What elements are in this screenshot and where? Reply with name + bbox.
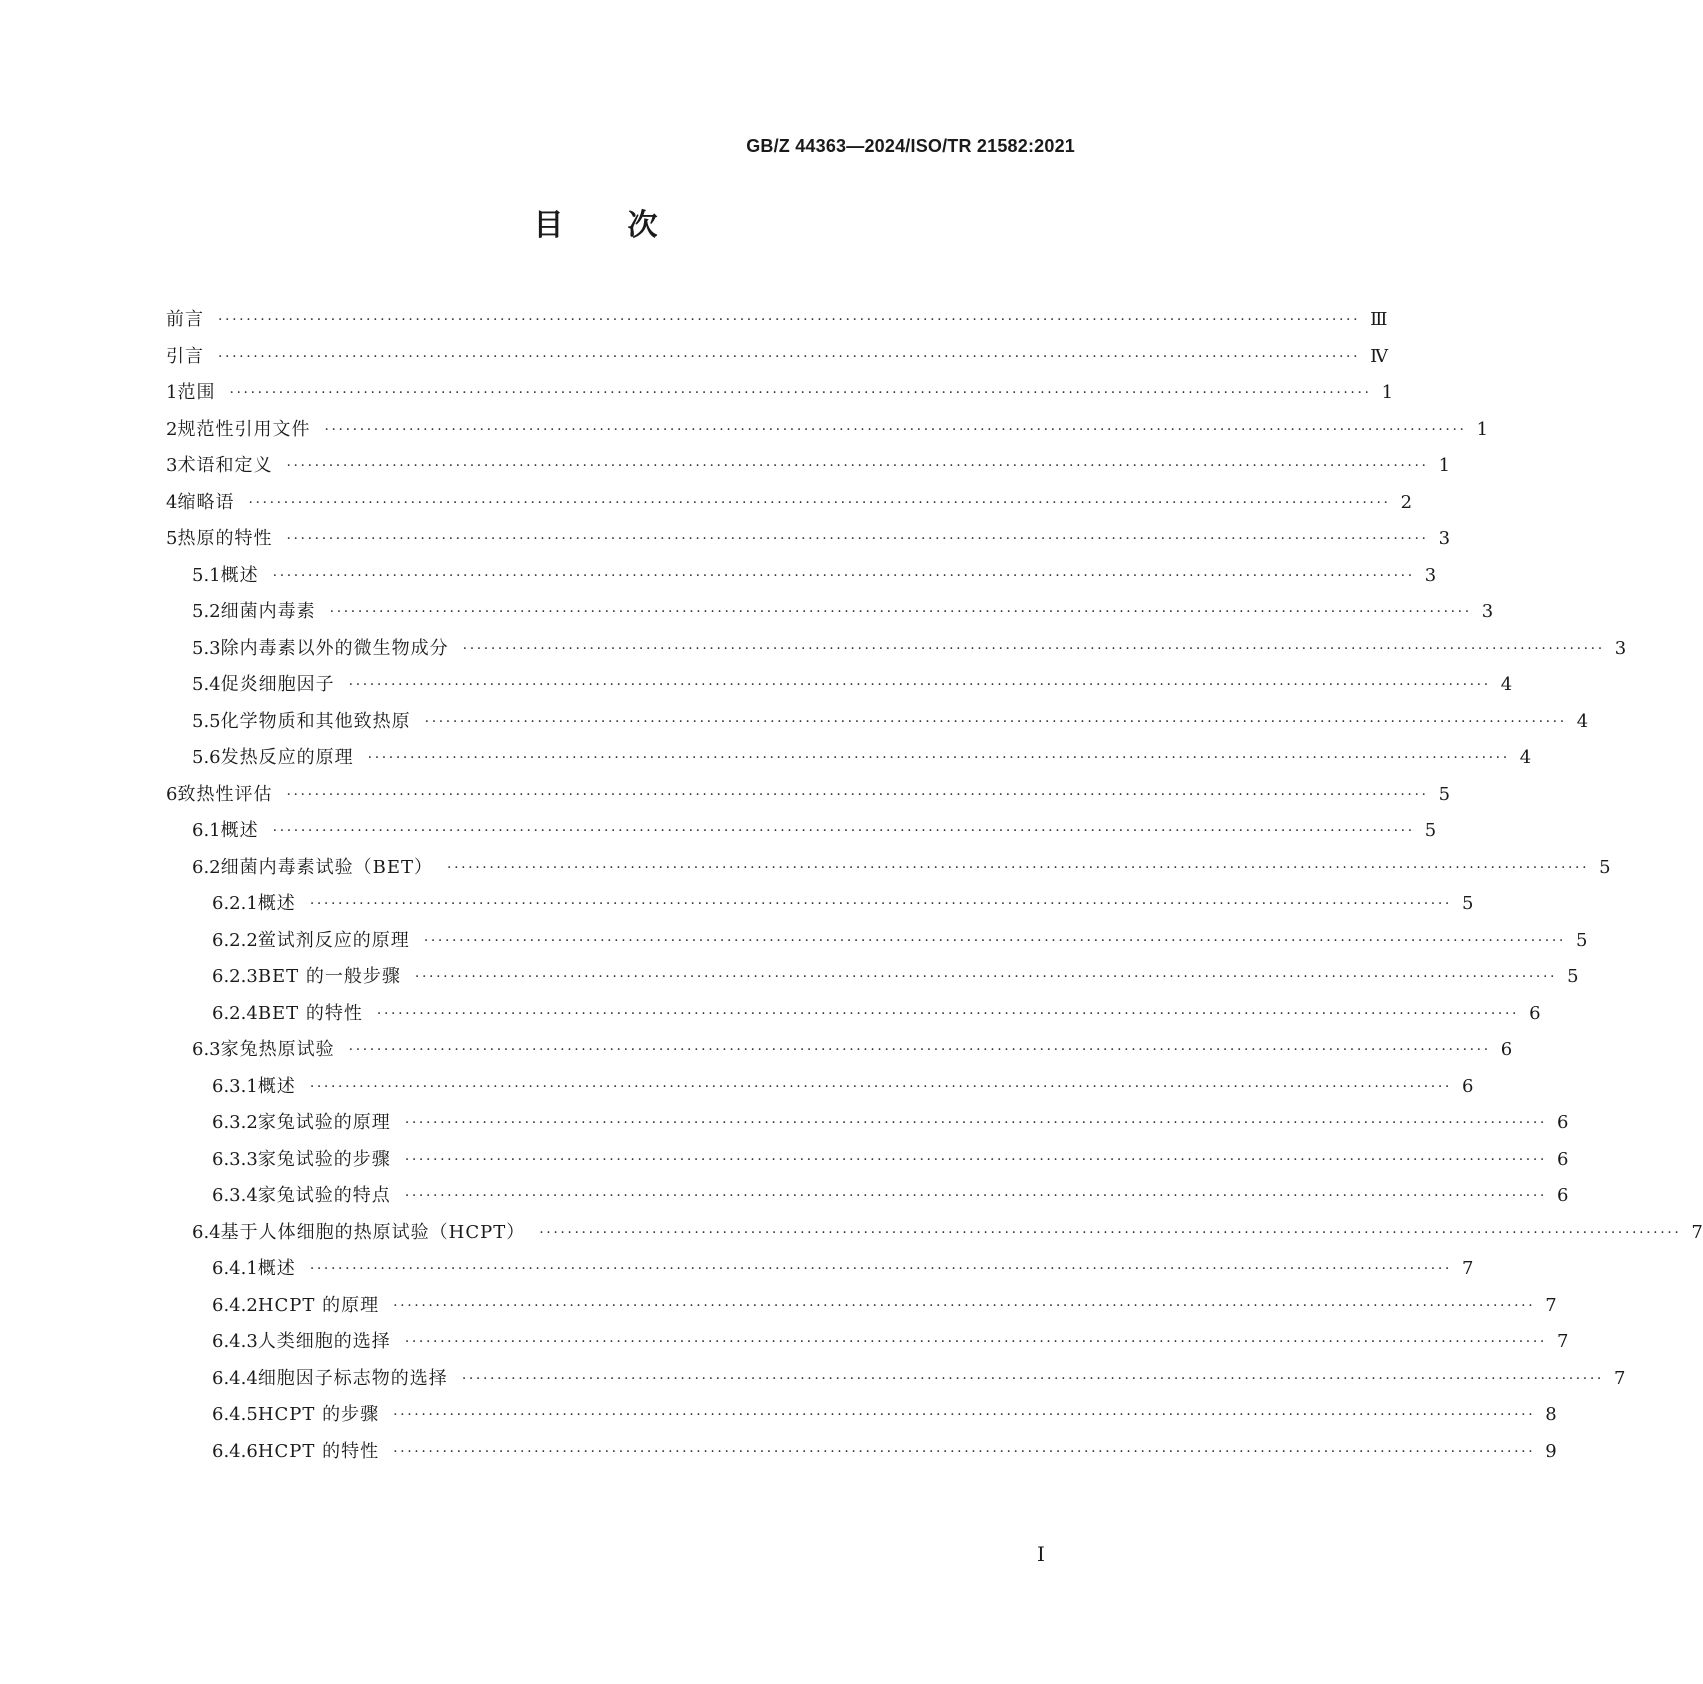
toc-entry-number: 5.5 — [192, 710, 221, 732]
page-title: 目次 — [533, 208, 722, 243]
toc-entry-page: 1 — [1476, 418, 1489, 440]
toc-entry[interactable] — [166, 777, 1451, 814]
toc-entry-page: 4 — [1576, 710, 1589, 732]
toc-dot-leader: ·································································································································································· — [404, 1334, 1547, 1350]
toc-entry-label: 缩略语 — [177, 491, 235, 513]
toc-entry-label: BET 的特性 — [257, 1002, 363, 1024]
toc-entry-label: 家兔试验的步骤 — [257, 1148, 391, 1170]
toc-dot-leader: ·································································································································································· — [462, 640, 1605, 657]
toc-entry-page: 6 — [1556, 1148, 1569, 1170]
toc-entry[interactable] — [166, 1032, 1513, 1069]
toc-entry-page: 5 — [1424, 820, 1437, 841]
toc-dot-leader: ·································································································································································· — [414, 969, 1558, 985]
toc-entry-label: 细菌内毒素 — [220, 601, 316, 622]
toc-dot-leader: ·································································································································································· — [272, 823, 1415, 839]
toc-entry[interactable] — [166, 302, 1388, 339]
toc-entry[interactable] — [166, 740, 1532, 777]
toc-entry-number: 2 — [166, 418, 178, 440]
toc-dot-leader: ·································································································································································· — [404, 1115, 1547, 1131]
toc-dot-leader: ·································································································································································· — [423, 932, 1566, 949]
toc-entry-page: 5 — [1461, 893, 1474, 914]
toc-entry-number: 5.6 — [192, 747, 221, 768]
toc-entry-label: 热原的特性 — [177, 528, 273, 549]
toc-dot-leader: ·································································································································································· — [393, 1407, 1536, 1423]
toc-entry-page: 6 — [1461, 1075, 1474, 1097]
toc-entry-number: 6.2.1 — [212, 893, 258, 914]
toc-dot-leader: ·································································································································································· — [376, 1005, 1520, 1022]
toc-entry[interactable] — [166, 1324, 1569, 1361]
toc-entry-label: 引言 — [166, 345, 204, 367]
toc-entry[interactable] — [166, 959, 1579, 996]
toc-entry-number: 6.2 — [192, 856, 221, 878]
toc-entry[interactable] — [166, 558, 1437, 595]
toc-entry[interactable] — [166, 485, 1413, 522]
toc-entry-page: 7 — [1556, 1331, 1569, 1352]
toc-entry-label: 细胞因子标志物的选择 — [257, 1367, 448, 1389]
toc-entry[interactable] — [166, 448, 1451, 485]
toc-entry-page: 6 — [1529, 1002, 1541, 1024]
toc-dot-leader: ·································································································································································· — [218, 348, 1361, 365]
toc-entry-label: 促炎细胞因子 — [220, 674, 335, 695]
toc-dot-leader: ·································································································································································· — [218, 312, 1361, 328]
toc-entry-number: 1 — [166, 382, 178, 403]
toc-entry-label: 前言 — [166, 309, 204, 330]
toc-dot-leader: ·································································································································································· — [309, 896, 1452, 912]
toc-entry-number: 5.2 — [192, 601, 221, 622]
toc-entry-number: 6.4.3 — [212, 1331, 258, 1352]
toc-dot-leader: ·································································································································································· — [329, 604, 1472, 620]
toc-entry[interactable] — [166, 704, 1589, 741]
standard-code: GB/Z 44363—2024/ISO/TR 21582:2021 — [746, 136, 1075, 156]
toc-entry-page: 7 — [1691, 1221, 1703, 1243]
toc-entry-label: 鲎试剂反应的原理 — [257, 929, 410, 951]
toc-entry-number: 6.4.6 — [212, 1440, 258, 1462]
toc-entry[interactable] — [166, 1069, 1474, 1106]
toc-entry-page: 2 — [1400, 491, 1413, 513]
toc-entry-number: 6.1 — [192, 820, 221, 841]
toc-entry-label: 概述 — [257, 1258, 296, 1279]
toc-entry-page: 5 — [1438, 783, 1451, 805]
toc-entry-number: 6.4.4 — [212, 1367, 258, 1389]
toc-entry[interactable] — [166, 1397, 1557, 1434]
toc-entry-page: Ⅲ — [1370, 309, 1388, 330]
toc-entry-page: 6 — [1556, 1185, 1569, 1206]
toc-entry-label: HCPT 的步骤 — [257, 1404, 380, 1425]
toc-entry[interactable] — [166, 1215, 1703, 1252]
toc-entry-label: 范围 — [177, 382, 216, 403]
toc-entry-number: 5.3 — [192, 637, 221, 659]
toc-entry[interactable] — [166, 1105, 1569, 1142]
toc-entry[interactable] — [166, 1178, 1569, 1215]
toc-entry-number: 6.4.2 — [212, 1294, 258, 1316]
toc-dot-leader: ·································································································································································· — [286, 786, 1429, 803]
toc-entry-page: 7 — [1461, 1258, 1474, 1279]
toc-entry-label: HCPT 的特性 — [257, 1440, 380, 1462]
toc-dot-leader: ·································································································································································· — [461, 1370, 1604, 1387]
toc-dot-leader: ·································································································································································· — [404, 1188, 1547, 1204]
toc-entry[interactable] — [166, 923, 1588, 960]
toc-entry-page: 3 — [1481, 601, 1494, 622]
toc-entry-label: 家兔试验的原理 — [257, 1112, 391, 1133]
toc-entry-page: 6 — [1500, 1039, 1513, 1060]
toc-entry-page: 9 — [1545, 1440, 1557, 1462]
toc-entry[interactable] — [166, 339, 1389, 376]
toc-dot-leader: ·································································································································································· — [286, 531, 1429, 547]
toc-dot-leader: ·································································································································································· — [393, 1443, 1536, 1460]
toc-dot-leader: ·································································································································································· — [229, 385, 1372, 401]
toc-entry[interactable] — [166, 1288, 1557, 1325]
toc-entry-page: 5 — [1575, 929, 1588, 951]
toc-dot-leader: ·································································································································································· — [309, 1078, 1452, 1095]
toc-dot-leader: ·································································································································································· — [272, 567, 1415, 584]
toc-entry-label: 概述 — [257, 893, 296, 914]
toc-dot-leader: ·································································································································································· — [348, 1042, 1491, 1058]
toc-entry-number: 6.4.5 — [212, 1404, 258, 1425]
toc-dot-leader: ·································································································································································· — [447, 859, 1590, 876]
toc-entry-number: 4 — [166, 491, 178, 513]
toc-entry-label: 细菌内毒素试验（BET） — [220, 856, 434, 878]
toc-entry-label: HCPT 的原理 — [257, 1294, 380, 1316]
toc-entry[interactable] — [166, 886, 1474, 923]
toc-entry[interactable] — [166, 1434, 1557, 1471]
toc-dot-leader: ·································································································································································· — [324, 421, 1467, 438]
toc-entry[interactable] — [166, 667, 1513, 704]
toc-entry-number: 6.2.2 — [212, 929, 258, 951]
toc-entry-label: 基于人体细胞的热原试验（HCPT） — [220, 1221, 526, 1243]
toc-entry-page: 3 — [1438, 528, 1451, 549]
toc-entry[interactable] — [166, 594, 1494, 631]
toc-dot-leader: ·································································································································································· — [348, 677, 1491, 693]
toc-dot-leader: ·································································································································································· — [539, 1224, 1682, 1241]
toc-entry-label: 概述 — [220, 820, 259, 841]
toc-entry-page: 1 — [1381, 382, 1394, 403]
toc-entry-page: 5 — [1567, 966, 1579, 987]
toc-entry[interactable] — [166, 996, 1541, 1033]
toc-entry-number: 6.3.3 — [212, 1148, 258, 1170]
toc-entry[interactable] — [166, 850, 1611, 887]
toc-entry[interactable] — [166, 631, 1627, 668]
toc-entry-label: 概述 — [220, 564, 259, 586]
table-of-contents — [166, 302, 1703, 1470]
toc-entry-number: 6.2.4 — [212, 1002, 258, 1024]
toc-entry-page: 7 — [1545, 1294, 1557, 1316]
toc-entry-number: 6.4 — [192, 1221, 221, 1243]
page-number: I — [1037, 1542, 1045, 1566]
toc-entry-label: 术语和定义 — [177, 455, 273, 476]
toc-entry-label: 概述 — [257, 1075, 296, 1097]
toc-dot-leader: ·································································································································································· — [404, 1151, 1547, 1168]
toc-entry-number: 5 — [166, 528, 178, 549]
toc-dot-leader: ·································································································································································· — [248, 494, 1391, 511]
toc-dot-leader: ·································································································································································· — [309, 1261, 1452, 1277]
toc-entry[interactable] — [166, 521, 1451, 558]
toc-entry-number: 3 — [166, 455, 178, 476]
toc-entry[interactable] — [166, 412, 1489, 449]
toc-dot-leader: ·································································································································································· — [393, 1297, 1536, 1314]
toc-entry-page: 4 — [1519, 747, 1532, 768]
toc-entry-number: 6.3.1 — [212, 1075, 258, 1097]
toc-entry-page: Ⅳ — [1370, 345, 1389, 367]
toc-entry-label: 规范性引用文件 — [177, 418, 311, 440]
toc-dot-leader: ·································································································································································· — [367, 750, 1510, 766]
toc-entry-number: 5.4 — [192, 674, 221, 695]
toc-entry-number: 6.2.3 — [212, 966, 258, 987]
toc-entry-page: 3 — [1614, 637, 1627, 659]
toc-entry-number: 6.3.2 — [212, 1112, 258, 1133]
toc-entry-label: 致热性评估 — [177, 783, 273, 805]
toc-entry-page: 6 — [1556, 1112, 1569, 1133]
toc-entry-page: 4 — [1500, 674, 1513, 695]
toc-entry-label: 化学物质和其他致热原 — [220, 710, 411, 732]
toc-entry-number: 5.1 — [192, 564, 221, 586]
toc-entry[interactable] — [166, 1142, 1569, 1179]
toc-dot-leader: ·································································································································································· — [424, 713, 1567, 730]
toc-entry[interactable] — [166, 813, 1437, 850]
toc-entry-page: 8 — [1545, 1404, 1557, 1425]
toc-entry-label: 家兔试验的特点 — [257, 1185, 391, 1206]
toc-entry-label: 发热反应的原理 — [220, 747, 354, 768]
toc-dot-leader: ·································································································································································· — [286, 458, 1429, 474]
toc-entry-label: 家兔热原试验 — [220, 1039, 335, 1060]
toc-entry[interactable] — [166, 1361, 1626, 1398]
toc-entry-page: 5 — [1599, 856, 1611, 878]
toc-entry-number: 6.3 — [192, 1039, 221, 1060]
toc-entry-label: 除内毒素以外的微生物成分 — [220, 637, 449, 659]
toc-entry-number: 6 — [166, 783, 178, 805]
toc-entry-page: 3 — [1424, 564, 1437, 586]
toc-entry-label: 人类细胞的选择 — [257, 1331, 391, 1352]
toc-entry-page: 7 — [1613, 1367, 1626, 1389]
toc-entry[interactable] — [166, 375, 1394, 412]
toc-entry-page: 1 — [1438, 455, 1451, 476]
toc-entry-label: BET 的一般步骤 — [257, 966, 401, 987]
toc-entry[interactable] — [166, 1251, 1474, 1288]
toc-entry-number: 6.3.4 — [212, 1185, 258, 1206]
toc-entry-number: 6.4.1 — [212, 1258, 258, 1279]
